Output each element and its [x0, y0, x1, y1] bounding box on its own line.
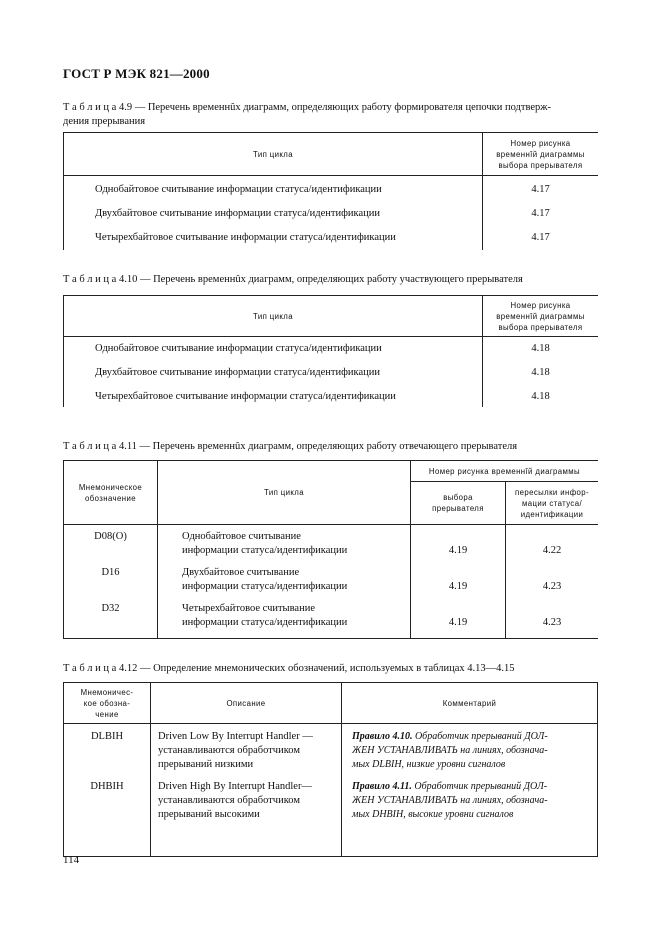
rule-label: Правило 4.11. — [352, 781, 412, 792]
table-label: Т а б л и ц а — [63, 102, 117, 113]
table-4-10-caption — [63, 273, 603, 287]
mnemonic-cell: D32 — [64, 602, 158, 639]
column-header-figure-group: Номер рисунка временнîй диаграммы — [428, 466, 581, 476]
comment-cell — [342, 724, 598, 775]
cycle-type-cell — [158, 602, 411, 639]
header-line: обозначение — [85, 493, 136, 503]
transfer-figure-cell: 4.22 — [506, 525, 599, 567]
description-cell — [151, 724, 342, 775]
header-cell — [483, 296, 599, 337]
header-cell — [64, 683, 151, 724]
selection-figure-cell: 4.19 — [411, 602, 506, 639]
cycle-type-line: информации статуса/идентификации — [182, 581, 348, 592]
description-line: устанавливаются обработчиком — [158, 745, 300, 756]
header-line: Мнемоническое — [78, 482, 143, 492]
cycle-type-cell: Четырехбайтовое считывание информации статуса/идентификации — [64, 387, 483, 407]
cycle-type-cell: Двухбайтовое считывание информации статуса/идентификации — [64, 204, 483, 228]
cycle-type-cell: Однобайтовое считывание информации статуса/идентификации — [64, 337, 483, 364]
header-line: кое обозна- — [83, 698, 131, 708]
table-row — [64, 176, 599, 205]
cycle-type-line: Четырехбайтовое считывание — [182, 603, 315, 614]
cycle-type-line: информации статуса/идентификации — [182, 617, 348, 628]
column-header-transfer — [506, 487, 598, 520]
header-line: пересылки инфор- — [515, 487, 589, 497]
table-row — [64, 724, 598, 775]
caption-text-line2: дения прерывания — [63, 116, 146, 127]
header-line: выбора прерывателя — [498, 322, 583, 332]
comment-line: ЖЕН УСТАНАВЛИВАТЬ на линиях, обознача- — [352, 795, 548, 806]
description-line: Driven High By Interrupt Handler— — [158, 781, 312, 792]
page-number: 114 — [63, 854, 80, 866]
selection-figure-cell: 4.19 — [411, 566, 506, 602]
transfer-figure-cell: 4.23 — [506, 566, 599, 602]
cycle-type-cell — [158, 566, 411, 602]
document-header: ГОСТ Р МЭК 821—2000 — [63, 66, 210, 81]
header-cell — [64, 296, 483, 337]
column-header-cycle-type: Тип цикла — [253, 311, 293, 321]
table-row — [64, 566, 599, 602]
table-4-9-caption — [63, 101, 603, 129]
mnemonic-cell: D08(O) — [64, 525, 158, 567]
table-4-12 — [63, 682, 598, 857]
caption-text: 4.10 — Перечень временнûх диаграмм, определяющих работу участвующего прерывателя — [118, 274, 523, 285]
cycle-type-cell: Двухбайтовое считывание информации статуса/идентификации — [64, 363, 483, 387]
caption-text: 4.9 — Перечень временнûх диаграмм, определяющих работу формирователя цепочки подтверж- — [118, 102, 552, 113]
table-row — [64, 204, 599, 228]
header-line: прерывателя — [432, 504, 484, 513]
comment-cell — [342, 774, 598, 857]
transfer-figure-cell: 4.23 — [506, 602, 599, 639]
column-header-mnemonic — [64, 482, 157, 504]
header-line: Номер рисунка — [510, 138, 571, 148]
header-cell — [342, 683, 598, 724]
comment-line: мых DHBIH, высокие уровни сигналов — [352, 809, 514, 820]
header-line: чение — [95, 709, 119, 719]
header-line: Номер рисунка — [510, 300, 571, 310]
table-4-11 — [63, 460, 598, 639]
column-header-comment: Комментарий — [442, 698, 497, 708]
rule-label: Правило 4.10. — [352, 731, 413, 742]
table-row — [64, 387, 599, 407]
header-cell — [64, 461, 158, 525]
column-header-figure — [483, 300, 598, 333]
cycle-type-cell: Однобайтовое считывание информации статуса/идентификации — [64, 176, 483, 205]
column-header-mnemonic — [64, 687, 150, 720]
table-label: Т а б л и ц а — [63, 274, 117, 285]
caption-text: 4.11 — Перечень временнûх диаграмм, определяющих работу отвечающего прерывателя — [118, 441, 518, 452]
comment-line: Обработчик прерываний ДОЛ- — [414, 781, 548, 792]
table-row — [64, 774, 598, 857]
column-header-cycle-type: Тип цикла — [264, 488, 304, 497]
column-header-figure — [483, 138, 598, 171]
cycle-type-line: Двухбайтовое считывание — [182, 567, 300, 578]
figure-cell: 4.18 — [483, 387, 599, 407]
figure-cell: 4.17 — [483, 228, 599, 250]
figure-cell: 4.17 — [483, 176, 599, 205]
table-row — [64, 363, 599, 387]
cycle-type-line: информации статуса/идентификации — [182, 545, 348, 556]
header-line: Мнемоничес- — [80, 687, 134, 697]
comment-line: ЖЕН УСТАНАВЛИВАТЬ на линиях, обознача- — [352, 745, 548, 756]
mnemonic-cell: DHBIH — [64, 774, 151, 857]
description-line: прерываний низкими — [158, 759, 254, 770]
table-row — [64, 602, 599, 639]
cycle-type-line: Однобайтовое считывание — [182, 531, 301, 542]
cycle-type-cell — [158, 525, 411, 567]
header-line: выбора — [443, 493, 473, 502]
caption-text: 4.12 — Определение мнемонических обозначений, используемых в таблицах 4.13—4.15 — [118, 663, 515, 674]
header-cell — [411, 461, 599, 482]
table-4-12-caption — [63, 662, 623, 676]
selection-figure-cell: 4.19 — [411, 525, 506, 567]
table-4-10 — [63, 295, 598, 407]
column-header-description: Описание — [226, 698, 266, 708]
header-cell — [64, 133, 483, 176]
description-line: прерываний высокими — [158, 809, 260, 820]
mnemonic-cell: DLBIH — [64, 724, 151, 775]
header-line: временнîй диаграммы — [496, 311, 585, 321]
table-label: Т а б л и ц а — [63, 441, 117, 452]
description-cell — [151, 774, 342, 857]
table-4-11-caption — [63, 440, 603, 454]
table-row — [64, 525, 599, 567]
column-header-cycle-type: Тип цикла — [253, 149, 293, 159]
column-header-selection — [411, 492, 505, 514]
comment-line: мых DLBIH, низкие уровни сигналов — [352, 759, 506, 770]
table-row — [64, 228, 599, 250]
header-cell — [483, 133, 599, 176]
mnemonic-cell: D16 — [64, 566, 158, 602]
header-line: выбора прерывателя — [498, 160, 583, 170]
figure-cell: 4.17 — [483, 204, 599, 228]
header-line: мации статуса/ — [521, 498, 583, 508]
cycle-type-cell: Четырехбайтовое считывание информации статуса/идентификации — [64, 228, 483, 250]
header-line: идентификации — [520, 509, 584, 519]
header-cell — [151, 683, 342, 724]
header-cell — [158, 461, 411, 525]
table-label: Т а б л и ц а — [63, 663, 117, 674]
header-cell — [411, 482, 506, 525]
description-line: Driven Low By Interrupt Handler — — [158, 731, 313, 742]
header-cell — [506, 482, 599, 525]
figure-cell: 4.18 — [483, 337, 599, 364]
header-line: временнîй диаграммы — [496, 149, 585, 159]
description-line: устанавливаются обработчиком — [158, 795, 300, 806]
table-4-9 — [63, 132, 598, 250]
comment-line: Обработчик прерываний ДОЛ- — [414, 731, 548, 742]
table-row — [64, 337, 599, 364]
figure-cell: 4.18 — [483, 363, 599, 387]
